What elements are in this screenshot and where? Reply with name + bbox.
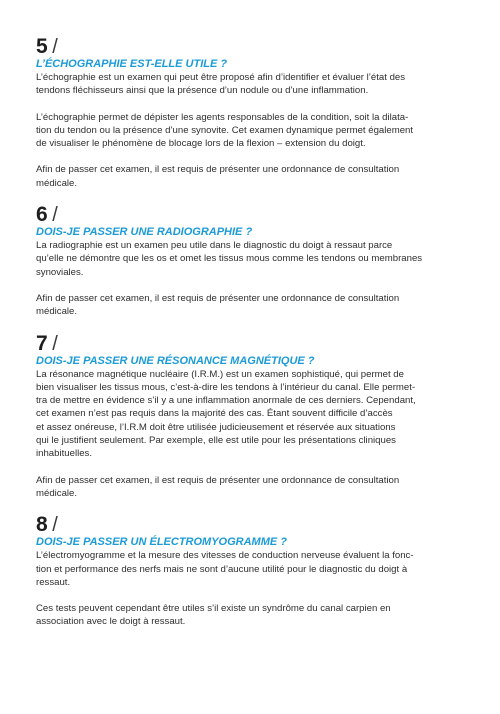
section-8 [36, 514, 464, 628]
section-slash: / [52, 332, 58, 355]
section-number: 7 [36, 331, 48, 355]
section-paragraph: L’échographie est un examen qui peut être proposé afin d’identifier et évaluer l’état des tendons fléchisseurs ainsi que la présence d’un nodule ou d’une inflammation. [36, 72, 406, 97]
section-heading: L’ÉCHOGRAPHIE EST-ELLE UTILE ? [36, 58, 228, 70]
section-paragraph: L’électromyogramme et la mesure des vitesses de conduction nerveuse évaluent la fonc- tion et performance des nerfs mais ne sont d’aucune utilité pour le diagnostic du doigt à ressaut. [36, 550, 414, 588]
section-paragraph: Ces tests peuvent cependant être utiles s’il existe un syndrôme du canal carpien en association avec le doigt à ressaut. [36, 603, 391, 628]
section-number-line [36, 36, 464, 58]
section-slash: / [52, 36, 58, 58]
section-number: 8 [36, 513, 48, 537]
section-heading: DOIS-JE PASSER UNE RADIOGRAPHIE ? [36, 226, 253, 239]
section-6 [36, 204, 464, 318]
section-7 [36, 333, 464, 501]
section-slash: / [52, 204, 58, 227]
section-number-line [36, 204, 464, 226]
section-paragraph: Afin de passer cet examen, il est requis de présenter une ordonnance de consultation médicale. [36, 164, 400, 189]
section-slash: / [52, 514, 58, 537]
section-heading: DOIS-JE PASSER UNE RÉSONANCE MAGNÉTIQUE ? [36, 354, 315, 367]
section-paragraph: Afin de passer cet examen, il est requis de présenter une ordonnance de consultation médicale. [36, 292, 400, 318]
section-number: 5 [36, 35, 48, 58]
section-heading: DOIS-JE PASSER UN ÉLECTROMYOGRAMME ? [36, 536, 287, 549]
section-number-line [36, 514, 464, 536]
section-paragraph: La résonance magnétique nucléaire (I.R.M.) est un examen sophistiqué, qui permet de bien visualiser les tissus mous, c’est-à-dire les tendons à l’intérieur du canal. Elle permet- tra de mettre en évidence s’il y a une inflammation anormale de ces derniers. Cependant, cet examen n’est pas requis dans la majorité des cas. Étant souvent difficile d’accès et assez onéreuse, l’I.R.M doit être utilisée judicieusement et réservée aux situations qui le justifient seulement. Par exemple, elle est utile pour les présentations cliniques inhabituelles. [36, 368, 416, 460]
section-paragraph: La radiographie est un examen peu utile dans le diagnostic du doigt à ressaut parce qu’elle ne démontre que les os et omet les tissus mous comme les tendons ou membranes synoviales. [36, 240, 423, 278]
section-number: 6 [36, 203, 48, 227]
document-page [36, 36, 464, 643]
section-5 [36, 36, 464, 190]
section-paragraph: Afin de passer cet examen, il est requis de présenter une ordonnance de consultation médicale. [36, 474, 400, 499]
section-number-line [36, 333, 464, 355]
section-paragraph: L’échographie permet de dépister les agents responsables de la condition, soit la dilata- tion du tendon ou la présence d’une synovite. Cet examen dynamique permet également de visualiser le phénomène de blocage lors de la flexion – extension du doigt. [36, 111, 414, 150]
